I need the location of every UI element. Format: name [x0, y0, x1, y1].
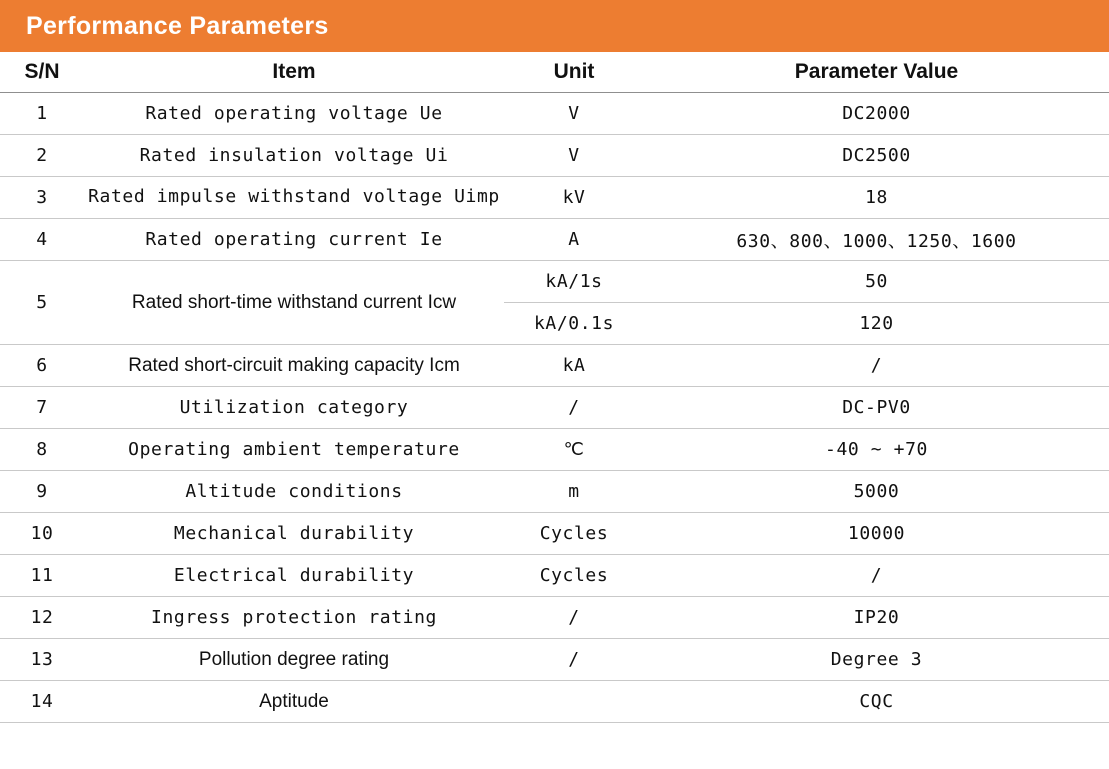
- cell-item: Operating ambient temperature: [84, 429, 504, 471]
- table-header-row: [0, 52, 1109, 93]
- cell-unit: m: [504, 471, 644, 513]
- cell-sn: 8: [0, 429, 84, 471]
- cell-value-secondary: 120: [644, 303, 1109, 345]
- cell-item: Utilization category: [84, 387, 504, 429]
- cell-sn: 10: [0, 513, 84, 555]
- cell-item: Altitude conditions: [84, 471, 504, 513]
- table-title-bar: [0, 0, 1109, 52]
- table-row: [0, 681, 1109, 723]
- cell-value: /: [644, 345, 1109, 387]
- cell-sn: 2: [0, 135, 84, 177]
- cell-sn: 13: [0, 639, 84, 681]
- table-row: [0, 177, 1109, 219]
- cell-unit: kA: [504, 345, 644, 387]
- cell-value: 5000: [644, 471, 1109, 513]
- cell-unit: /: [504, 387, 644, 429]
- cell-value: CQC: [644, 681, 1109, 723]
- cell-unit-secondary: kA/0.1s: [504, 303, 644, 345]
- cell-item: Rated short-time withstand current Icw: [84, 261, 504, 345]
- cell-sn: 3: [0, 177, 84, 219]
- cell-unit: A: [504, 219, 644, 261]
- cell-value: Degree 3: [644, 639, 1109, 681]
- cell-sn: 6: [0, 345, 84, 387]
- cell-sn: 14: [0, 681, 84, 723]
- table-row: [0, 219, 1109, 261]
- cell-sn: 12: [0, 597, 84, 639]
- column-header-parameter-value: Parameter Value: [644, 52, 1109, 93]
- cell-item: Ingress protection rating: [84, 597, 504, 639]
- cell-sn: 9: [0, 471, 84, 513]
- cell-item: Rated operating current Ie: [84, 219, 504, 261]
- cell-sn: 4: [0, 219, 84, 261]
- cell-value: DC-PV0: [644, 387, 1109, 429]
- table-row: [0, 135, 1109, 177]
- cell-sn: 7: [0, 387, 84, 429]
- table-row: [0, 555, 1109, 597]
- cell-item: Rated insulation voltage Ui: [84, 135, 504, 177]
- cell-unit: /: [504, 597, 644, 639]
- cell-unit: kA/1s: [504, 261, 644, 303]
- cell-value: 10000: [644, 513, 1109, 555]
- table-row: [0, 345, 1109, 387]
- table-row: [0, 597, 1109, 639]
- table-row: [0, 93, 1109, 135]
- cell-unit: V: [504, 93, 644, 135]
- cell-unit: [504, 681, 644, 723]
- cell-item: Electrical durability: [84, 555, 504, 597]
- table-row: [0, 387, 1109, 429]
- cell-item: Rated impulse withstand voltage Uimp: [84, 177, 504, 219]
- cell-unit: Cycles: [504, 513, 644, 555]
- cell-item: Mechanical durability: [84, 513, 504, 555]
- table-row: [0, 639, 1109, 681]
- cell-value: 18: [644, 177, 1109, 219]
- page-title: Performance Parameters: [26, 11, 329, 40]
- cell-value: IP20: [644, 597, 1109, 639]
- cell-sn: 5: [0, 261, 84, 345]
- cell-unit: Cycles: [504, 555, 644, 597]
- cell-sn: 11: [0, 555, 84, 597]
- cell-value: 50: [644, 261, 1109, 303]
- cell-sn: 1: [0, 93, 84, 135]
- table-row: [0, 471, 1109, 513]
- column-header-unit: Unit: [504, 52, 644, 93]
- cell-unit: V: [504, 135, 644, 177]
- performance-parameters-table: [0, 52, 1109, 723]
- table-row: [0, 429, 1109, 471]
- cell-unit: kV: [504, 177, 644, 219]
- column-header-sn: S/N: [0, 52, 84, 93]
- cell-value: -40 ~ +70: [644, 429, 1109, 471]
- cell-value: 630、800、1000、1250、1600: [644, 219, 1109, 261]
- cell-value: /: [644, 555, 1109, 597]
- table-row: [0, 513, 1109, 555]
- column-header-item: Item: [84, 52, 504, 93]
- cell-value: DC2000: [644, 93, 1109, 135]
- cell-unit: ℃: [504, 429, 644, 471]
- cell-item: Pollution degree rating: [84, 639, 504, 681]
- cell-item: Aptitude: [84, 681, 504, 723]
- cell-item: Rated operating voltage Ue: [84, 93, 504, 135]
- table-row: [0, 261, 1109, 303]
- cell-value: DC2500: [644, 135, 1109, 177]
- cell-item: Rated short-circuit making capacity Icm: [84, 345, 504, 387]
- cell-unit: /: [504, 639, 644, 681]
